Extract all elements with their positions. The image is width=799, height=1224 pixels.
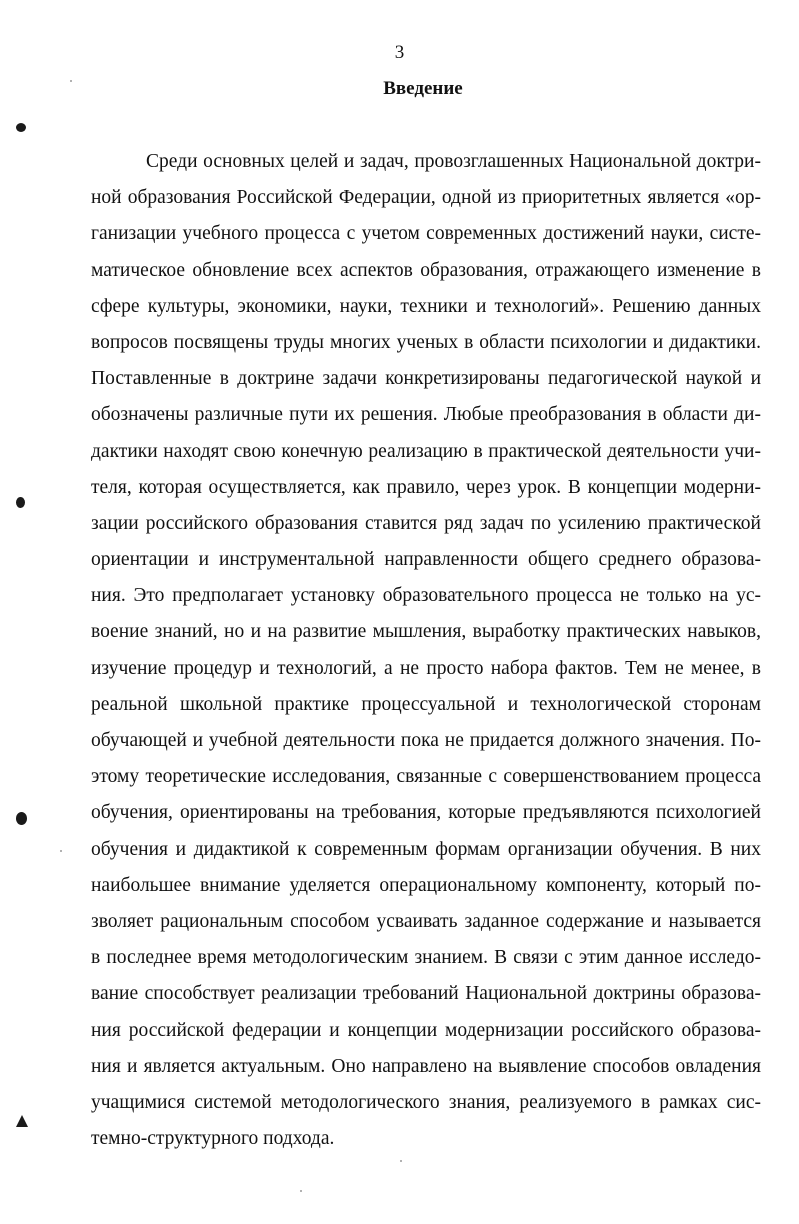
- text-line: обучающей и учебной деятельности пока не придается должного значения. По-: [91, 730, 761, 751]
- text-line: воение знаний, но и на развитие мышления, выработку практических навыков,: [91, 621, 761, 643]
- text-line: ния российской федерации и концепции модернизации российского образова-: [91, 1019, 761, 1041]
- text-line: учащимися системой методологического знания, реализуемого в рамках сис-: [91, 1091, 761, 1113]
- text-line: обучения, ориентированы на требования, которые предъявляются психологией: [91, 802, 761, 824]
- text-line: темно-структурного подхода.: [91, 1128, 335, 1150]
- binder-hole-mark: [16, 1115, 28, 1127]
- text-line: в последнее время методологическим знанием. В связи с этим данное исследо-: [91, 947, 761, 969]
- text-line: теля, которая осуществляется, как правило, через урок. В концепции модерни-: [91, 476, 761, 498]
- text-line: этому теоретические исследования, связанные с совершенствованием процесса: [91, 766, 761, 788]
- text-line: зации российского образования ставится ряд задач по усилению практической: [91, 512, 761, 534]
- text-line: Среди основных целей и задач, провозглашенных Национальной доктри-: [146, 151, 761, 172]
- text-line: ориентации и инструментальной направленности общего среднего образова-: [91, 549, 761, 571]
- text-line: матическое обновление всех аспектов образования, отражающего изменение в: [91, 259, 761, 281]
- text-line: Поставленные в доктрине задачи конкретизированы педагогической наукой и: [91, 368, 761, 390]
- scan-speck: [300, 1190, 302, 1192]
- text-line: изучение процедур и технологий, а не просто набора фактов. Тем не менее, в: [91, 657, 761, 679]
- text-line: обучения и дидактикой к современным формам организации обучения. В них: [91, 838, 761, 860]
- body-paragraph: [91, 144, 761, 1157]
- text-line: наибольшее внимание уделяется операциональному компоненту, который по-: [91, 874, 761, 896]
- text-line: обозначены различные пути их решения. Любые преобразования в области ди-: [91, 404, 761, 426]
- binder-hole-mark: [16, 497, 25, 508]
- scan-speck: [70, 80, 72, 82]
- page-number: 3: [394, 42, 405, 63]
- text-line: зволяет рациональным способом усваивать заданное содержание и называется: [91, 910, 761, 932]
- text-line: ния. Это предполагает установку образовательного процесса не только на ус-: [91, 585, 761, 607]
- binder-hole-mark: [16, 812, 27, 825]
- binder-hole-mark: [16, 123, 26, 132]
- text-line: вопросов посвящены труды многих ученых в области психологии и дидактики.: [91, 331, 761, 353]
- text-line: дактики находят свою конечную реализацию в практической деятельности учи-: [91, 440, 761, 462]
- text-line: ганизации учебного процесса с учетом современных достижений науки, систе-: [91, 223, 761, 245]
- text-line: ния и является актуальным. Оно направлено на выявление способов овладения: [91, 1055, 761, 1077]
- scan-speck: [60, 850, 62, 852]
- scan-speck: [400, 1160, 402, 1162]
- text-line: ной образования Российской Федерации, одной из приоритетных является «ор-: [91, 187, 761, 209]
- text-line: сфере культуры, экономики, науки, техники и технологий». Решению данных: [91, 295, 761, 317]
- text-line: вание способствует реализации требований Национальной доктрины образова-: [91, 983, 761, 1005]
- section-title: Введение: [383, 78, 463, 99]
- text-line: реальной школьной практике процессуальной и технологической сторонам: [91, 693, 761, 715]
